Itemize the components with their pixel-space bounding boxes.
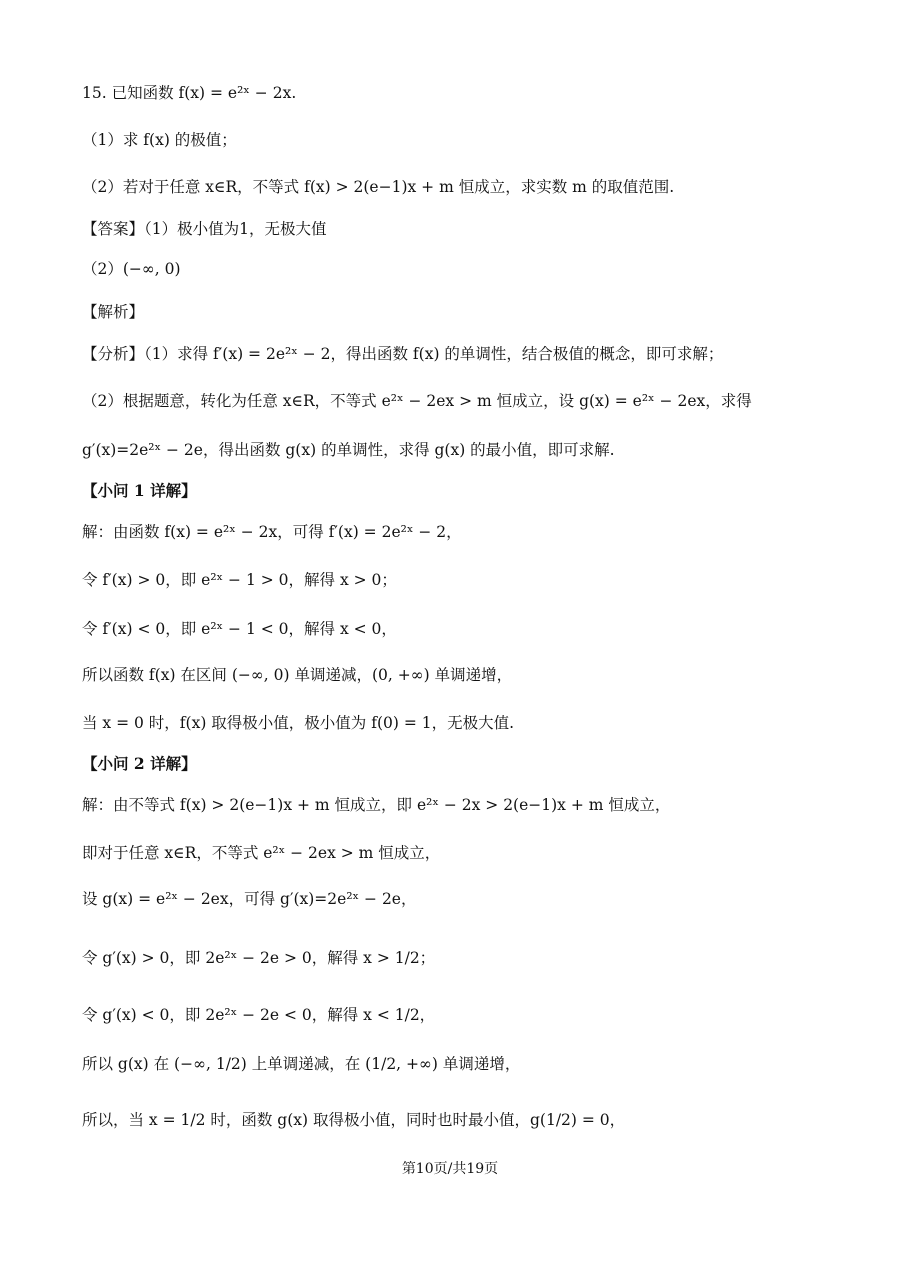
question-part-1: （1）求 f(x) 的极值；: [82, 131, 237, 149]
analysis-part-2-cont: g′(x)=2e²ˣ − 2e，得出函数 g(x) 的单调性，求得 g(x) 的最小值，即可求解.: [82, 441, 615, 459]
analysis-part-1: 【分析】（1）求得 f′(x) = 2e²ˣ − 2，得出函数 f(x) 的单调性，结合极值的概念，即可求解；: [82, 345, 724, 363]
question-part-2: （2）若对于任意 x∈R，不等式 f(x) > 2(e−1)x + m 恒成立，求实数 m 的取值范围.: [82, 178, 675, 196]
subquestion-1-heading: 【小问 1 详解】: [82, 481, 197, 500]
solution-2-line-7: 所以，当 x = 1/2 时，函数 g(x) 取得极小值，同时也时最小值，g(1/2) = 0，: [82, 1111, 626, 1129]
answer-part-2: （2）(−∞, 0): [82, 260, 181, 278]
solution-1-line-5: 当 x = 0 时，f(x) 取得极小值，极小值为 f(0) = 1，无极大值.: [82, 714, 515, 732]
solution-2-line-6: 所以 g(x) 在 (−∞, 1/2) 上单调递减，在 (1/2, +∞) 单调递增，: [82, 1055, 521, 1073]
subquestion-2-heading: 【小问 2 详解】: [82, 754, 197, 773]
solution-1-line-4: 所以函数 f(x) 在区间 (−∞, 0) 单调递减，(0, +∞) 单调递增，: [82, 666, 513, 684]
solution-2-line-5: 令 g′(x) < 0，即 2e²ˣ − 2e < 0，解得 x < 1/2，: [82, 1006, 436, 1024]
solution-1-line-2: 令 f′(x) > 0，即 e²ˣ − 1 > 0，解得 x > 0；: [82, 571, 397, 589]
analysis-heading: 【解析】: [82, 303, 145, 321]
solution-1-line-3: 令 f′(x) < 0，即 e²ˣ − 1 < 0，解得 x < 0，: [82, 620, 397, 638]
analysis-part-2: （2）根据题意，转化为任意 x∈R，不等式 e²ˣ − 2ex > m 恒成立，设 g(x) = e²ˣ − 2ex，求得: [82, 392, 752, 410]
solution-2-line-1: 解：由不等式 f(x) > 2(e−1)x + m 恒成立，即 e²ˣ − 2x > 2(e−1)x + m 恒成立，: [82, 796, 671, 814]
solution-2-line-3: 设 g(x) = e²ˣ − 2ex，可得 g′(x)=2e²ˣ − 2e，: [82, 890, 417, 908]
solution-2-line-4: 令 g′(x) > 0，即 2e²ˣ − 2e > 0，解得 x > 1/2；: [82, 949, 436, 967]
answer-part-1: 【答案】（1）极小值为1，无极大值: [82, 220, 327, 238]
solution-1-line-1: 解：由函数 f(x) = e²ˣ − 2x，可得 f′(x) = 2e²ˣ − 2，: [82, 523, 462, 541]
page-number-footer: 第10页/共19页: [401, 1161, 499, 1177]
problem-statement: 15. 已知函数 f(x) = e²ˣ − 2x.: [82, 84, 297, 102]
solution-2-line-2: 即对于任意 x∈R，不等式 e²ˣ − 2ex > m 恒成立，: [82, 844, 441, 862]
